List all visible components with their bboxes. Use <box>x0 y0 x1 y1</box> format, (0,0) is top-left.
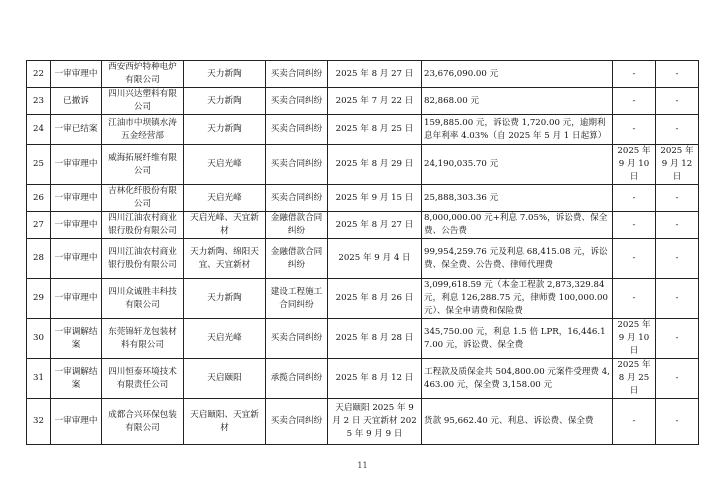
company-subject: 天启颐阳、天宜新材 <box>184 399 266 445</box>
case-cause: 买卖合同纠纷 <box>266 185 328 212</box>
filing-date: 2025 年 9 月 4 日 <box>328 239 422 279</box>
judgment-date: - <box>656 185 699 212</box>
judgment-date: - <box>656 212 699 239</box>
counterparty: 威海拓展纤维有限公司 <box>102 145 184 185</box>
hearing-date: 2025 年 8 月 25 日 <box>613 359 656 399</box>
judgment-date: - <box>656 319 699 359</box>
case-status: 一审审理中 <box>51 279 102 319</box>
case-number: 30 <box>27 319 51 359</box>
hearing-date: - <box>613 239 656 279</box>
case-cause: 建设工程施工合同纠纷 <box>266 279 328 319</box>
case-status: 一审审理中 <box>51 145 102 185</box>
table-row <box>27 61 699 88</box>
company-subject: 天启颐阳 <box>184 359 266 399</box>
case-number: 29 <box>27 279 51 319</box>
judgment-date: - <box>656 115 699 145</box>
counterparty: 江油市中坝镇水涛五金经营部 <box>102 115 184 145</box>
claim-amount: 159,885.00 元，诉讼费 1,720.00 元，逾期利息年利率 4.03%（自 2025 年 5 月 1 日起算） <box>422 115 613 145</box>
table-row <box>27 359 699 399</box>
counterparty: 四川兴达塑料有限公司 <box>102 88 184 115</box>
case-status: 一审审理中 <box>51 239 102 279</box>
filing-date: 2025 年 8 月 27 日 <box>328 61 422 88</box>
filing-date: 2025 年 8 月 27 日 <box>328 212 422 239</box>
table-row <box>27 145 699 185</box>
filing-date: 2025 年 8 月 26 日 <box>328 279 422 319</box>
case-cause: 金融借款合同纠纷 <box>266 239 328 279</box>
claim-amount: 23,676,090.00 元 <box>422 61 613 88</box>
case-status: 一审审理中 <box>51 185 102 212</box>
case-status: 已撤诉 <box>51 88 102 115</box>
company-subject: 天力新陶、绵阳天宜、天宜新材 <box>184 239 266 279</box>
case-status: 一审调解结案 <box>51 359 102 399</box>
judgment-date: 2025 年 9 月 12 日 <box>656 145 699 185</box>
counterparty: 四川恒泰环境技术有限责任公司 <box>102 359 184 399</box>
table-row <box>27 88 699 115</box>
counterparty: 吉林化纤股份有限公司 <box>102 185 184 212</box>
company-subject: 天力新陶 <box>184 115 266 145</box>
hearing-date: - <box>613 88 656 115</box>
hearing-date: - <box>613 115 656 145</box>
claim-amount: 货款 95,662.40 元、利息、诉讼费、保全费 <box>422 399 613 445</box>
hearing-date: - <box>613 399 656 445</box>
claim-amount: 8,000,000.00 元+利息 7.05%，诉讼费、保全费、公告费 <box>422 212 613 239</box>
hearing-date: - <box>613 185 656 212</box>
case-number: 25 <box>27 145 51 185</box>
claim-amount: 3,099,618.59 元（本金工程款 2,873,329.84 元，利息 126,288.75 元，律师费 100,000.00 元）、保全申请费和保险费 <box>422 279 613 319</box>
company-subject: 天启光峰、天宜新材 <box>184 212 266 239</box>
counterparty: 西安西炉特种电炉有限公司 <box>102 61 184 88</box>
filing-date: 2025 年 7 月 22 日 <box>328 88 422 115</box>
table-row <box>27 319 699 359</box>
table-row <box>27 212 699 239</box>
case-number: 32 <box>27 399 51 445</box>
table-row <box>27 399 699 445</box>
case-number: 27 <box>27 212 51 239</box>
claim-amount: 345,750.00 元，利息 1.5 倍 LPR，16,446.17.00 元，诉讼费、保全费 <box>422 319 613 359</box>
counterparty: 四川江油农村商业银行股份有限公司 <box>102 239 184 279</box>
company-subject: 天力新陶 <box>184 61 266 88</box>
case-number: 31 <box>27 359 51 399</box>
hearing-date: - <box>613 279 656 319</box>
page-number: 11 <box>357 461 368 470</box>
claim-amount: 25,888,303.36 元 <box>422 185 613 212</box>
claim-amount: 99,954,259.76 元及利息 68,415.08 元，诉讼费、保全费、公告费、律师代理费 <box>422 239 613 279</box>
case-status: 一审调解结案 <box>51 319 102 359</box>
case-cause: 买卖合同纠纷 <box>266 115 328 145</box>
table-row <box>27 239 699 279</box>
case-cause: 金融借款合同纠纷 <box>266 212 328 239</box>
company-subject: 天启光峰 <box>184 185 266 212</box>
claim-amount: 24,190,035.70 元 <box>422 145 613 185</box>
hearing-date: 2025 年 9 月 10 日 <box>613 319 656 359</box>
company-subject: 天力新陶 <box>184 279 266 319</box>
filing-date: 2025 年 8 月 25 日 <box>328 115 422 145</box>
table-row <box>27 279 699 319</box>
claim-amount: 82,868.00 元 <box>422 88 613 115</box>
judgment-date: - <box>656 399 699 445</box>
case-status: 一审已结案 <box>51 115 102 145</box>
counterparty: 东莞锦轩龙包装材料有限公司 <box>102 319 184 359</box>
case-status: 一审审理中 <box>51 399 102 445</box>
judgment-date: - <box>656 239 699 279</box>
counterparty: 四川众诚胜丰科技有限公司 <box>102 279 184 319</box>
filing-date: 2025 年 8 月 28 日 <box>328 319 422 359</box>
case-number: 28 <box>27 239 51 279</box>
judgment-date: - <box>656 88 699 115</box>
filing-date: 2025 年 8 月 29 日 <box>328 145 422 185</box>
counterparty: 成都合兴环保包装有限公司 <box>102 399 184 445</box>
case-number: 22 <box>27 61 51 88</box>
company-subject: 天力新陶 <box>184 88 266 115</box>
judgment-date: - <box>656 61 699 88</box>
case-cause: 买卖合同纠纷 <box>266 145 328 185</box>
case-number: 26 <box>27 185 51 212</box>
case-status: 一审审理中 <box>51 212 102 239</box>
litigation-table <box>26 60 699 445</box>
table-row <box>27 185 699 212</box>
table-row <box>27 115 699 145</box>
case-cause: 承揽合同纠纷 <box>266 359 328 399</box>
table-body <box>27 61 699 445</box>
hearing-date: 2025 年 9 月 10 日 <box>613 145 656 185</box>
company-subject: 天启光峰 <box>184 145 266 185</box>
case-number: 23 <box>27 88 51 115</box>
hearing-date: - <box>613 212 656 239</box>
judgment-date: - <box>656 359 699 399</box>
case-cause: 买卖合同纠纷 <box>266 61 328 88</box>
hearing-date: - <box>613 61 656 88</box>
case-number: 24 <box>27 115 51 145</box>
filing-date: 天启颐阳 2025 年 9 月 2 日 天宜新材 2025 年 9 月 9 日 <box>328 399 422 445</box>
filing-date: 2025 年 8 月 12 日 <box>328 359 422 399</box>
case-cause: 买卖合同纠纷 <box>266 399 328 445</box>
filing-date: 2025 年 9 月 15 日 <box>328 185 422 212</box>
case-cause: 买卖合同纠纷 <box>266 319 328 359</box>
claim-amount: 工程款及质保金共 504,800.00 元案件受理费 4,463.00 元，保全费 3,158.00 元 <box>422 359 613 399</box>
case-status: 一审审理中 <box>51 61 102 88</box>
counterparty: 四川江油农村商业银行股份有限公司 <box>102 212 184 239</box>
judgment-date: - <box>656 279 699 319</box>
case-cause: 买卖合同纠纷 <box>266 88 328 115</box>
company-subject: 天启光峰 <box>184 319 266 359</box>
